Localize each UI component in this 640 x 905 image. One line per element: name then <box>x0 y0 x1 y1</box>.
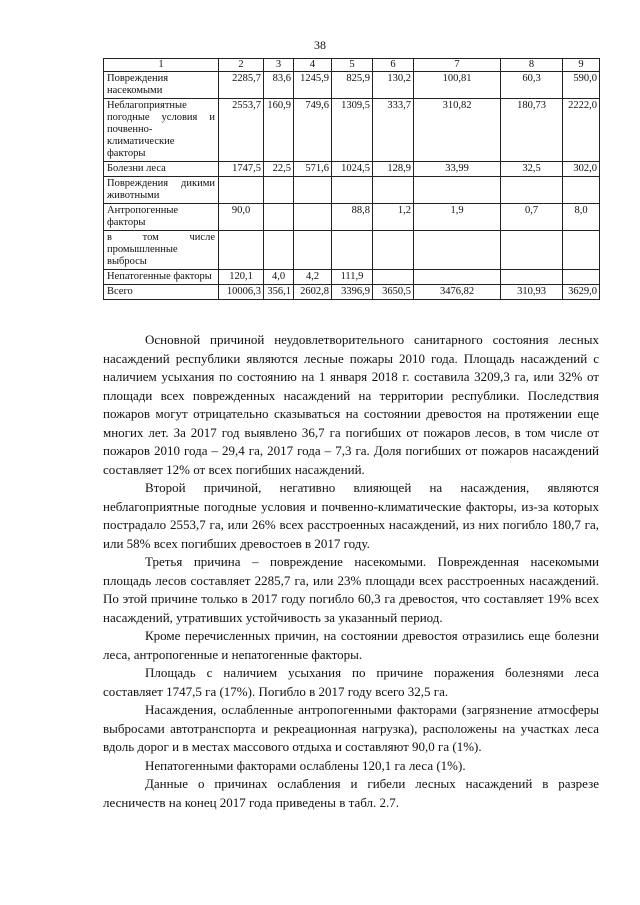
table-cell: 60,3 <box>501 72 563 99</box>
paragraph: Данные о причинах ослабления и гибели лесных насаждений в разрезе лесничеств на конец 2017 года приведены в табл. 2.7. <box>103 776 599 810</box>
table-cell: 2602,8 <box>294 285 332 300</box>
paragraph: Кроме перечисленных причин, на состоянии древостоя отразились еще болезни леса, антропогенные и непатогенные факторы. <box>103 628 599 662</box>
table-cell <box>501 231 563 270</box>
table-cell: 1,2 <box>373 204 414 231</box>
column-header: 3 <box>264 59 294 72</box>
table-row <box>104 270 600 285</box>
table-cell: 3629,0 <box>563 285 600 300</box>
table-cell <box>414 177 501 204</box>
table-cell: 356,1 <box>264 285 294 300</box>
page-number: 38 <box>314 38 326 52</box>
paragraph: Второй причиной, негативно влияющей на насаждения, являются неблагоприятные погодные условия и почвенно-климатические факторы, из-за которых пострадало 2553,7 га, или 26% всех расстроенных насаждений, из них погибло 180,7 га, или 58% всех погибших древостоев в 2017 году. <box>103 480 599 551</box>
damage-causes-table <box>103 58 600 300</box>
table-cell <box>294 177 332 204</box>
table-row <box>104 231 600 270</box>
table-cell <box>501 270 563 285</box>
table-cell <box>563 231 600 270</box>
table-cell: 22,5 <box>264 162 294 177</box>
paragraph: Непатогенными факторами ослаблены 120,1 га леса (1%). <box>145 757 466 773</box>
table-cell: 571,6 <box>294 162 332 177</box>
column-header: 7 <box>414 59 501 72</box>
table-cell: 8,0 <box>563 204 600 231</box>
table-cell: 1,9 <box>414 204 501 231</box>
paragraph: Основной причиной неудовлетворительного санитарного состояния лесных насаждений республики являются лесные пожары 2010 года. Площадь насаждений с наличием усыхания по состоянию на 1 января 2018 г. составила 3209,3 га, или 32% от площади всех поврежденных насаждений на территории республики. Последствия пожаров могут отрицательно сказываться на состоянии древостоя на протяжении еще многих лет. За 2017 год выявлено 36,7 га погибших от пожаров лесов, в том числе от пожаров 2010 года – 29,4 га, 2017 года – 7,3 га. Доля погибших от пожаров насаждений составляет 12% от всех погибших насаждений. <box>103 332 599 477</box>
table-cell: 1245,9 <box>294 72 332 99</box>
table-cell <box>332 231 373 270</box>
table-row <box>104 162 600 177</box>
table-cell: 1747,5 <box>219 162 264 177</box>
column-header: 6 <box>373 59 414 72</box>
table-cell: 2553,7 <box>219 99 264 162</box>
table-cell: 3476,82 <box>414 285 501 300</box>
table-cell <box>219 231 264 270</box>
table-cell: 83,6 <box>264 72 294 99</box>
table-cell: 3650,5 <box>373 285 414 300</box>
table-cell: 130,2 <box>373 72 414 99</box>
table-cell: 100,81 <box>414 72 501 99</box>
table-cell <box>264 231 294 270</box>
row-label: Антропогенные факторы <box>104 204 219 231</box>
table-cell <box>373 231 414 270</box>
table-row <box>104 204 600 231</box>
row-label: Повреждения насекомыми <box>104 72 219 99</box>
table-cell: 310,93 <box>501 285 563 300</box>
table-cell <box>414 270 501 285</box>
table-cell: 590,0 <box>563 72 600 99</box>
column-header: 9 <box>563 59 600 72</box>
table-cell: 88,8 <box>332 204 373 231</box>
table-cell: 160,9 <box>264 99 294 162</box>
table-cell <box>563 177 600 204</box>
table-cell <box>264 204 294 231</box>
table-cell <box>501 177 563 204</box>
table-cell: 302,0 <box>563 162 600 177</box>
table-cell <box>332 177 373 204</box>
table-cell: 4,2 <box>294 270 332 285</box>
table-cell <box>294 231 332 270</box>
column-header: 1 <box>104 59 219 72</box>
table-cell: 0,7 <box>501 204 563 231</box>
row-label: Повреждения дикими животными <box>104 177 219 204</box>
table-cell: 333,7 <box>373 99 414 162</box>
body-text <box>103 331 599 812</box>
row-label: в том числе промышленные выбросы <box>104 231 219 270</box>
table-cell <box>373 270 414 285</box>
table-cell: 2222,0 <box>563 99 600 162</box>
table-cell <box>373 177 414 204</box>
table-cell: 749,6 <box>294 99 332 162</box>
table-cell: 33,99 <box>414 162 501 177</box>
table-cell: 90,0 <box>219 204 264 231</box>
table-cell: 2285,7 <box>219 72 264 99</box>
row-label: Всего <box>104 285 219 300</box>
table-row <box>104 177 600 204</box>
table-cell: 128,9 <box>373 162 414 177</box>
paragraph: Насаждения, ослабленные антропогенными факторами (загрязнение атмосферы выбросами автотранспорта и рекреационная нагрузка), расположены на участках леса вдоль дорог и в местах массового отдыха и составляют 90,0 га (1%). <box>103 702 599 754</box>
table-row <box>104 99 600 162</box>
table-cell: 825,9 <box>332 72 373 99</box>
table-cell: 1309,5 <box>332 99 373 162</box>
column-header: 5 <box>332 59 373 72</box>
column-header: 8 <box>501 59 563 72</box>
table-cell <box>294 204 332 231</box>
column-header: 2 <box>219 59 264 72</box>
table-cell: 1024,5 <box>332 162 373 177</box>
table-cell: 3396,9 <box>332 285 373 300</box>
table-cell: 4,0 <box>264 270 294 285</box>
table-cell <box>414 231 501 270</box>
table-cell: 32,5 <box>501 162 563 177</box>
column-header: 4 <box>294 59 332 72</box>
row-label: Неблагоприятные погодные условия и почвенно-климатические факторы <box>104 99 219 162</box>
table-row <box>104 72 600 99</box>
table-total-row <box>104 285 600 300</box>
table-cell <box>264 177 294 204</box>
table-cell <box>563 270 600 285</box>
table-header-row <box>104 59 600 72</box>
paragraph: Площадь с наличием усыхания по причине поражения болезнями леса составляет 1747,5 га (17%). Погибло в 2017 году всего 32,5 га. <box>103 665 599 699</box>
table-cell <box>219 177 264 204</box>
table-cell: 310,82 <box>414 99 501 162</box>
table-cell: 10006,3 <box>219 285 264 300</box>
table-cell: 120,1 <box>219 270 264 285</box>
paragraph: Третья причина – повреждение насекомыми. Поврежденная насекомыми площадь лесов составляет 2285,7 га, или 23% площади всех расстроенных насаждений. По этой причине только в 2017 году погибло 60,3 га древостоя, что составляет 19% всех насаждений, утративших устойчивость за указанный период. <box>103 554 599 625</box>
table-cell: 111,9 <box>332 270 373 285</box>
row-label: Непатогенные факторы <box>104 270 219 285</box>
table-cell: 180,73 <box>501 99 563 162</box>
row-label: Болезни леса <box>104 162 219 177</box>
